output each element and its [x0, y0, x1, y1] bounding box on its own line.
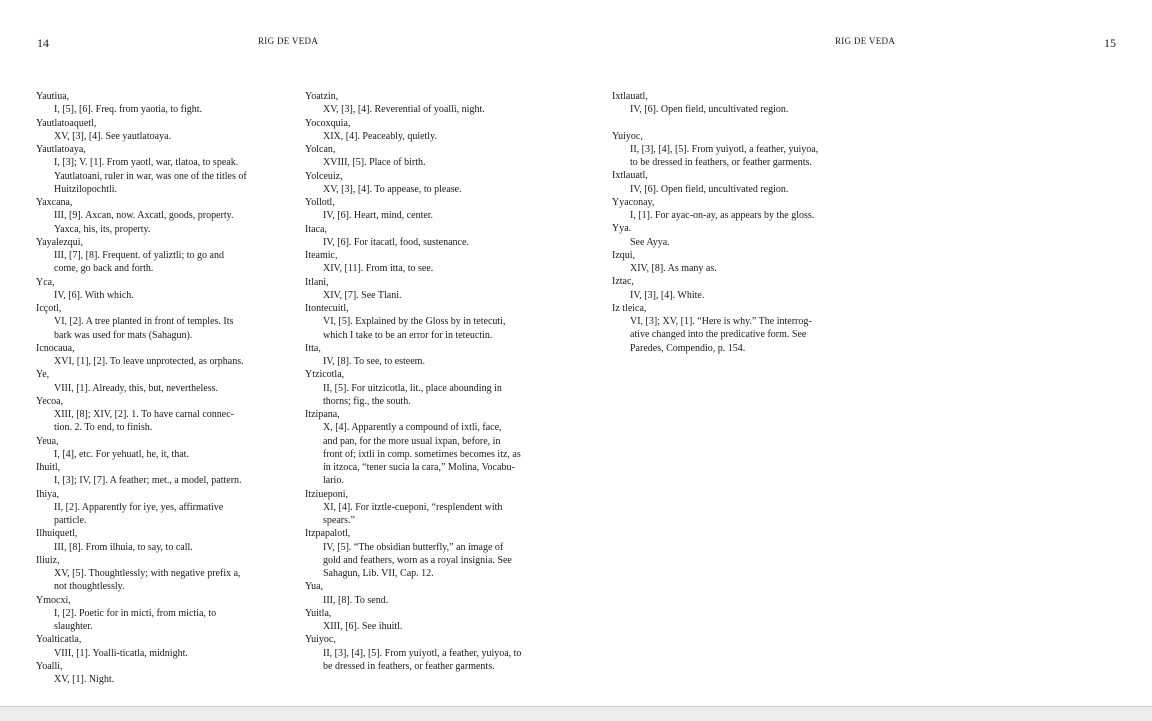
entry-headword: Itlani,	[305, 276, 329, 288]
entry-definition-line: II, [3], [4], [5]. From yuiyotl, a feather, yuiyoa,	[630, 143, 819, 155]
entry-headword: Yua,	[305, 581, 324, 593]
glossary-entry	[305, 117, 555, 144]
glossary-entry	[36, 117, 286, 144]
entry-definition-line: Yaxca, his, its, property.	[54, 223, 151, 235]
entry-headword: Ye,	[36, 369, 50, 381]
glossary-entry	[305, 223, 555, 250]
glossary-entry	[612, 222, 862, 249]
entry-definition-line: III, [9]. Axcan, now. Axcatl, goods, property.	[54, 210, 234, 222]
entry-definition-line: VIII, [1]. Already, this, but, nevertheless.	[54, 382, 219, 394]
glossary-entry	[305, 607, 555, 634]
entry-definition-line: XVIII, [5]. Place of birth.	[323, 157, 426, 169]
entry-definition-line: gold and feathers, worn as a royal insignia. See	[323, 554, 512, 566]
glossary-entry	[36, 342, 286, 369]
glossary-entry	[612, 302, 862, 355]
entry-definition-line: I, [1]. For ayac-on-ay, as appears by the gloss.	[630, 210, 815, 221]
entry-headword: Iz tleica,	[612, 302, 647, 314]
entry-headword: Yautlatoaquetl,	[36, 117, 97, 129]
entry-headword: Itontecuitl,	[305, 303, 349, 314]
entry-definition-line: III, [8]. To send.	[323, 594, 389, 606]
entry-headword: Ytzicotla,	[305, 369, 345, 381]
entry-definition-line: II, [3], [4], [5]. From yuiyotl, a feather, yuiyoa, to	[323, 647, 522, 659]
entry-definition-line: See Ayya.	[630, 236, 670, 248]
glossary-entry	[612, 90, 862, 117]
entry-definition-line: ative changed into the predicative form. See	[630, 329, 807, 341]
entry-definition-line: I, [3]; V. [1]. From yaotl, war, tlatoa, to speak.	[54, 157, 239, 169]
glossary-entry	[36, 90, 286, 117]
glossary-entry	[36, 196, 286, 236]
entry-definition-line: Paredes, Compendio, p. 154.	[630, 342, 746, 354]
entry-definition-line: which I take to be an error for in teteuctin.	[323, 329, 493, 341]
entry-definition-line: front of; ixtli in comp. sometimes becomes itz, as	[323, 448, 521, 460]
entry-headword: Yollotl,	[305, 197, 335, 208]
glossary-entry	[36, 461, 286, 488]
entry-definition-line: IV, [5]. “The obsidian butterfly,” an image of	[323, 541, 504, 553]
glossary-entry	[612, 275, 862, 302]
glossary-entry	[36, 633, 286, 660]
entry-headword: Itzpapalotl,	[305, 528, 351, 540]
entry-definition-line: IV, [3], [4]. White.	[630, 289, 705, 301]
entry-definition-line: VIII, [1]. Yoalli-ticatla, midnight.	[54, 647, 188, 659]
glossary-entry	[305, 276, 555, 303]
entry-headword: Yoatzin,	[305, 91, 339, 102]
entry-definition-line: to be dressed in feathers, or feather garments.	[630, 157, 812, 168]
glossary-entry	[305, 368, 555, 408]
entry-headword: Iliuiz,	[36, 554, 60, 566]
entry-headword: Ymocxi,	[36, 594, 71, 606]
entry-definition-line: I, [4], etc. For yehuatl, he, it, that.	[54, 448, 189, 460]
entry-headword: Yuiyoc,	[612, 130, 643, 142]
glossary-entry	[36, 302, 286, 342]
entry-definition-line: XIV, [11]. From itta, to see.	[323, 263, 434, 275]
glossary-entry	[36, 488, 286, 528]
entry-definition-line: IV, [6]. For itacatl, food, sustenance.	[323, 236, 469, 248]
entry-definition-line: I, [5], [6]. Freq. from yaotia, to fight.	[54, 104, 203, 116]
entry-definition-line: Huitzilopochtli.	[54, 183, 118, 195]
entry-definition-line: and pan, for the more usual ixpan, before, in	[323, 435, 501, 447]
entry-headword: Itaca,	[305, 223, 327, 235]
entry-definition-line: VI, [5]. Explained by the Gloss by in tetecuti,	[323, 316, 506, 328]
entry-headword: Yoalticatla,	[36, 634, 82, 646]
entry-definition-line: IV, [8]. To see, to esteem.	[323, 356, 425, 367]
entry-definition-line: IV, [6]. With which.	[54, 289, 134, 301]
glossary-entry	[36, 660, 286, 687]
glossary-entry	[36, 236, 286, 276]
entry-headword: Yecoa,	[36, 395, 64, 407]
entry-definition-line: come, go back and forth.	[54, 263, 154, 275]
entry-headword: Yuiyoc,	[305, 634, 336, 646]
entry-headword: Itzipana,	[305, 409, 340, 420]
entry-headword: Yeua,	[36, 435, 59, 447]
glossary-entry	[36, 143, 286, 196]
entry-headword: Yya.	[612, 223, 632, 235]
right-page-number: 15	[1104, 36, 1116, 50]
entry-definition-line: XV, [3], [4]. See yautlatoaya.	[54, 130, 172, 142]
entry-definition-line: II, [2]. Apparently for iye, yes, affirmative	[54, 501, 224, 513]
entry-definition-line: be dressed in feathers, or feather garments.	[323, 660, 495, 672]
entry-definition-line: in itzoca, “tener sucia la cara,” Molina, Vocabu-	[323, 462, 515, 473]
entry-headword: Yayalezqui,	[36, 236, 84, 248]
glossary-entry	[305, 170, 555, 197]
glossary-entry	[305, 488, 555, 528]
entry-definition-line: VI, [2]. A tree planted in front of temples. Its	[54, 316, 234, 328]
entry-headword: Yolceuiz,	[305, 170, 343, 182]
entry-definition-line: slaughter.	[54, 621, 93, 632]
entry-definition-line: XIV, [8]. As many as.	[630, 263, 717, 274]
entry-headword: Yyaconay,	[612, 196, 655, 208]
entry-headword: Yuitla,	[305, 607, 332, 619]
entry-headword: Iztac,	[612, 276, 634, 288]
glossary-entry	[612, 196, 862, 223]
glossary-entry	[612, 169, 862, 196]
entry-headword: Icçotl,	[36, 303, 62, 314]
entry-headword: Icnocaua,	[36, 342, 75, 354]
glossary-entry	[36, 368, 286, 395]
entry-definition-line: XV, [5]. Thoughtlessly; with negative prefix a,	[54, 568, 241, 579]
entry-definition-line: tion. 2. To end, to finish.	[54, 422, 153, 434]
entry-definition-line: I, [3]; IV, [7]. A feather; met., a model, pattern.	[54, 475, 242, 487]
glossary-column-1	[36, 90, 286, 686]
entry-definition-line: Yautlatoani, ruler in war, was one of the titles of	[54, 170, 247, 182]
entry-definition-line: not thoughtlessly.	[54, 581, 125, 593]
glossary-entry	[305, 249, 555, 276]
entry-headword: Yaxcana,	[36, 197, 73, 208]
glossary-entry	[305, 633, 555, 673]
entry-headword: Ihuitl,	[36, 462, 61, 473]
glossary-entry	[36, 395, 286, 435]
glossary-entry	[305, 408, 555, 488]
entry-definition-line: III, [7], [8]. Frequent. of yaliztli; to go and	[54, 250, 224, 261]
entry-definition-line: VI, [3]; XV, [1]. “Here is why.” The interrog-	[630, 316, 812, 327]
entry-definition-line: XV, [3], [4]. Reverential of yoalli, night.	[323, 104, 485, 116]
entry-headword: Itta,	[305, 342, 321, 354]
glossary-entry	[305, 527, 555, 580]
entry-definition-line: I, [2]. Poetic for in micti, from mictia, to	[54, 607, 217, 619]
glossary-entry	[305, 196, 555, 223]
entry-definition-line: XIII, [6]. See ihuitl.	[323, 621, 403, 632]
glossary-entry	[305, 342, 555, 369]
entry-definition-line: XIII, [8]; XIV, [2]. 1. To have carnal connec-	[54, 409, 234, 420]
entry-headword: Itziueponi,	[305, 488, 349, 500]
entry-definition-line: X, [4]. Apparently a compound of ixtli, face,	[323, 422, 502, 434]
entry-headword: Ilhuiquetl,	[36, 528, 78, 540]
glossary-entry	[305, 143, 555, 170]
glossary-entry	[612, 130, 862, 170]
entry-headword: Ixtlauatl,	[612, 170, 648, 182]
entry-headword: Yca,	[36, 276, 55, 288]
entry-headword: Ixtlauatl,	[612, 91, 648, 102]
left-page-number: 14	[37, 36, 49, 50]
glossary-entry	[36, 554, 286, 594]
entry-definition-line: bark was used for mats (Sahagun).	[54, 329, 193, 341]
entry-headword: Iteamic,	[305, 250, 338, 261]
glossary-entry	[612, 249, 862, 276]
entry-headword: Ihiya,	[36, 488, 60, 500]
entry-headword: Yoalli,	[36, 660, 63, 672]
glossary-column-3	[612, 90, 862, 355]
entry-definition-line: IV, [6]. Open field, uncultivated region.	[630, 183, 789, 195]
glossary-entry	[305, 90, 555, 117]
glossary-entry	[36, 527, 286, 554]
glossary-entry	[305, 302, 555, 342]
entry-headword: Yolcan,	[305, 144, 336, 155]
entry-definition-line: XV, [3], [4]. To appease, to please.	[323, 183, 462, 195]
entry-headword: Yocoxquia,	[305, 117, 351, 129]
entry-definition-line: spears.”	[323, 515, 355, 526]
entry-definition-line: XIV, [7]. See Tlani.	[323, 289, 402, 301]
entry-definition-line: III, [8]. From ilhuia, to say, to call.	[54, 541, 193, 553]
glossary-entry	[36, 276, 286, 303]
entry-definition-line: XI, [4]. For itztle-cueponi, “resplendent with	[323, 501, 503, 513]
entry-headword: Izqui,	[612, 249, 636, 261]
entry-definition-line: lario.	[323, 475, 344, 487]
glossary-entry	[305, 580, 555, 607]
entry-definition-line: II, [5]. For uitzicotla, lit., place abounding in	[323, 382, 502, 394]
entry-definition-line: Sahagun, Lib. VII, Cap. 12.	[323, 568, 434, 579]
entry-definition-line: XIX, [4]. Peaceably, quietly.	[323, 130, 437, 142]
entry-definition-line: IV, [6]. Heart, mind, center.	[323, 210, 434, 222]
entry-headword: Yautiua,	[36, 91, 70, 102]
entry-headword: Yautlatoaya,	[36, 144, 86, 155]
entry-definition-line: XVI, [1], [2]. To leave unprotected, as orphans.	[54, 356, 244, 367]
viewer-bottom-edge	[0, 706, 1152, 721]
glossary-column-2	[305, 90, 555, 673]
entry-definition-line: IV, [6]. Open field, uncultivated region.	[630, 104, 789, 116]
right-running-head: RIG DE VEDA	[835, 36, 896, 46]
entry-definition-line: thorns; fig., the south.	[323, 395, 411, 407]
entry-definition-line: particle.	[54, 515, 87, 526]
left-running-head: RIG DE VEDA	[258, 36, 319, 46]
entry-definition-line: XV, [1]. Night.	[54, 674, 115, 685]
glossary-entry	[36, 435, 286, 462]
glossary-entry	[36, 594, 286, 634]
